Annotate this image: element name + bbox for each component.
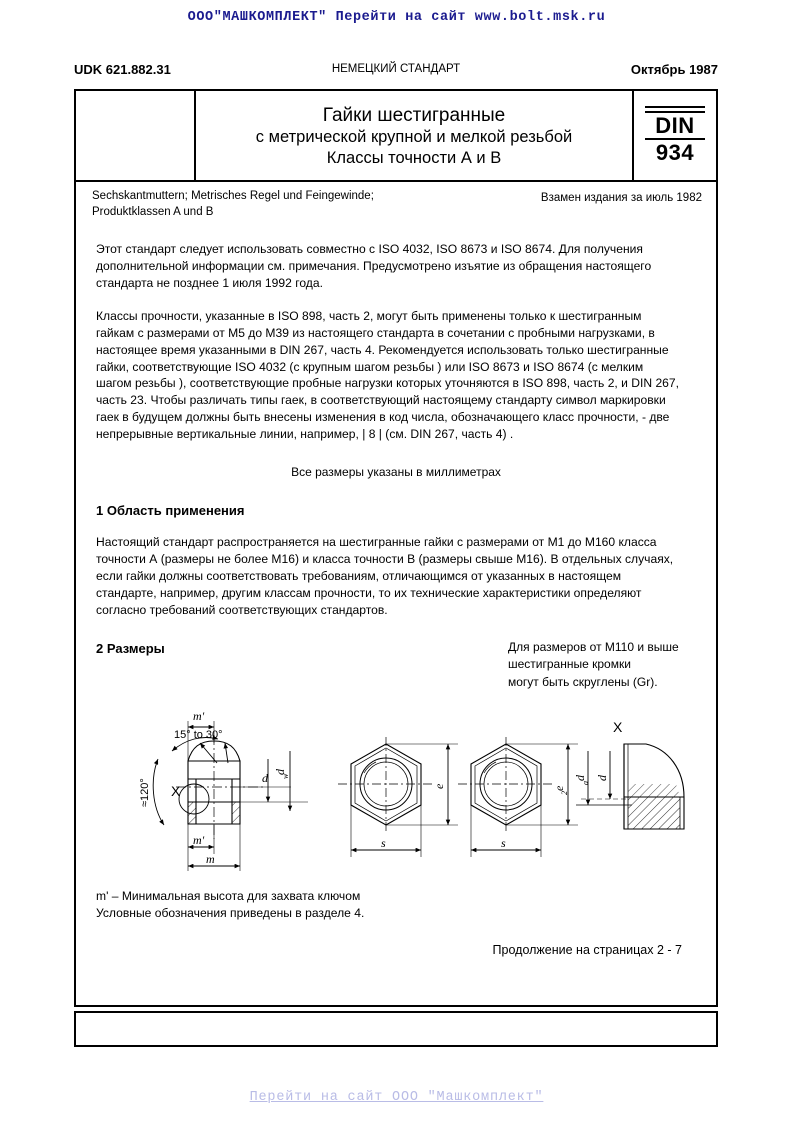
label-s-2: s — [501, 836, 506, 850]
german-subtitle — [92, 189, 374, 220]
label-cone-angle: ≈120° — [139, 778, 151, 807]
document-frame — [74, 89, 718, 1007]
document-body — [76, 224, 716, 656]
hex-view-2-labels — [501, 785, 569, 850]
label-chamfer-angle: 15° to 30° — [174, 729, 223, 741]
label-e2-sub: 2 — [560, 791, 569, 795]
din-label: DIN — [645, 114, 705, 140]
detail-x-view — [576, 744, 684, 829]
hex-view-1-labels — [381, 783, 446, 850]
rounded-edges-note-line3: могут быть скруглены (Gr). — [508, 674, 658, 689]
section-2-heading: 2 Размеры — [96, 640, 165, 656]
document-title-line1: Гайки шестигранные — [322, 104, 506, 126]
label-e: e — [432, 783, 446, 789]
continuation-note: Продолжение на страницах 2 - 7 — [492, 943, 682, 957]
document-header — [74, 62, 718, 80]
german-subtitle-band — [76, 182, 716, 224]
detail-x-title: X — [613, 719, 623, 735]
technical-drawings-svg — [76, 639, 720, 877]
rounded-edges-note-line2: шестигранные кромки — [508, 657, 631, 672]
footer-frame-bar — [74, 1011, 718, 1047]
standard-kind-label: НЕМЕЦКИЙ СТАНДАРТ — [331, 63, 461, 75]
section-1-heading: 1 Область применения — [96, 503, 245, 519]
label-d-detail: d — [595, 775, 609, 781]
nut-section-annotations — [139, 729, 223, 807]
document-title-line3: Классы точности А и В — [326, 149, 502, 168]
label-detail-x-callout: X — [171, 783, 181, 799]
label-e2: e — [552, 785, 566, 791]
label-m: m — [206, 852, 215, 866]
german-subtitle-line1: Sechskantmuttern; Metrisches Regel und Feingewinde; — [92, 190, 374, 202]
label-da: d — [573, 775, 587, 781]
units-note: Все размеры указаны в миллиметрах — [291, 465, 501, 480]
paragraph-strength-classes: Классы прочности, указанные в ISO 898, часть 2, могут быть применены только к шестигранным гайкам с размерами от М5 до М39 из настоящего стандарта в сочетании с пробными нагрузками, в настоящее время указанными в DIN 267, часть 4. Рекомендуется использовать только шестигранные гайки, соответствующие ISO 4032 (с крупным шагом резьбы ) или ISO 8673 и ISO 8674 (с мелким шагом резьбы ), соответствующие пробные нагрузки которых уточняются в ISO 898, часть 2, и DIN 267, часть 23. Чтобы различать типы гаек, в соответствующий настоящему стандарту символ маркировки гаек в будущем должны быть внесены изменения в код числа, обозначающего класс прочности, - две непрерывные вертикальные линии, например, | 8 | (см. DIN 267, часть 4) . — [96, 308, 679, 442]
label-dw: d — [273, 769, 287, 775]
publication-date: Октябрь 1987 — [630, 62, 718, 77]
label-m-prime-bottom: m' — [193, 833, 205, 847]
footnote-symbols: Условные обозначения приведены в разделе 4. — [96, 906, 365, 921]
german-subtitle-line2: Produktklassen A und B — [92, 205, 214, 218]
detail-x-labels — [573, 774, 609, 785]
rounded-edges-note-line1: Для размеров от М110 и выше — [508, 640, 679, 654]
paragraph-intro: Этот стандарт следует использовать совместно с ISO 4032, ISO 8673 и ISO 8674. Для получения дополнительной информации см. примечания. Предусмотрено изъятие из обращения настоящего стандарта не позднее 1 июля 1992 года. — [96, 242, 652, 290]
label-dw-sub: w — [281, 773, 290, 779]
hex-nut-front-view-1 — [338, 737, 458, 857]
title-block-left-cell — [76, 91, 196, 180]
din-double-rule — [645, 106, 705, 113]
title-block-center-cell — [196, 91, 634, 180]
label-d: d — [262, 771, 268, 785]
replaces-edition-note: Взамен издания за июль 1982 — [540, 192, 702, 204]
drawing-footnotes — [96, 888, 364, 922]
footnote-m-prime: m' – Минимальная высота для захвата ключом — [96, 889, 361, 903]
site-banner[interactable]: ООО"МАШКОМПЛЕКТ" Перейти на сайт www.bolt.msk.ru — [187, 10, 606, 25]
footer-site-link[interactable]: Перейти на сайт ООО "Машкомплект" — [249, 1090, 544, 1105]
din-standard-number: 934 — [655, 139, 695, 165]
udk-code: UDK 621.882.31 — [74, 62, 171, 77]
section-1-text: Настоящий стандарт распространяется на шестигранные гайки с размерами от М1 до М160 класса точности А (размеры не более М16) и класса точности В (размеры свыше М16). В отдельных случаях, если гайки должны соответствовать требованиям, отличающимся от указанных в настоящем стандарте, например, другим классам прочности, то их технические характеристики определяют согласно требований соответствующих стандартов. — [96, 535, 674, 617]
dimension-drawings — [76, 639, 716, 877]
din-number-cell — [634, 91, 716, 180]
document-title-line2: с метрической крупной и мелкой резьбой — [255, 128, 573, 147]
label-s-1: s — [381, 836, 386, 850]
label-da-sub: a — [581, 781, 590, 785]
label-m-prime-top: m' — [193, 709, 205, 723]
title-block — [76, 91, 716, 182]
din-badge — [645, 106, 705, 166]
hex-nut-front-view-2 — [458, 737, 578, 857]
